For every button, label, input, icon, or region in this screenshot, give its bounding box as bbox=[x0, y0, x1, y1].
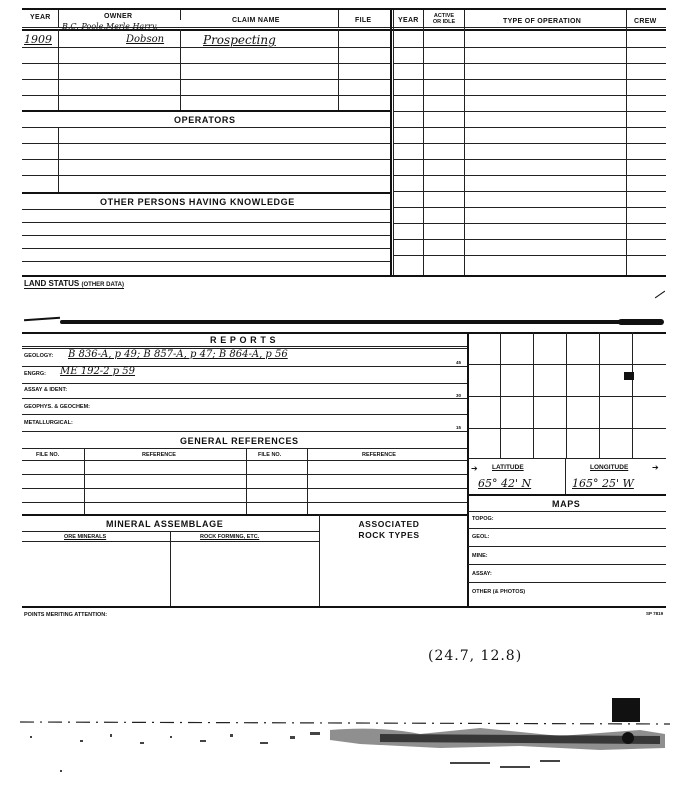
header-claim-name: CLAIM NAME bbox=[232, 17, 280, 24]
maps-assay: ASSAY: bbox=[472, 571, 492, 577]
longitude-label: LONGITUDE bbox=[590, 464, 629, 471]
rock-forming-label: ROCK FORMING, ETC. bbox=[200, 534, 260, 540]
entry-claim: Prospecting bbox=[203, 33, 276, 47]
header-year: YEAR bbox=[30, 14, 51, 21]
geology-number: 45 bbox=[456, 360, 462, 365]
metallurgical-number: 15 bbox=[456, 425, 462, 430]
header-type-of-operation: TYPE OF OPERATION bbox=[503, 18, 582, 25]
arrow-right-icon: ➔ bbox=[652, 463, 659, 472]
form-number: SP 7819 bbox=[646, 611, 664, 616]
maps-other: OTHER (& PHOTOS) bbox=[472, 589, 526, 595]
longitude-value: 165° 25' W bbox=[572, 477, 634, 490]
geophys-label: GEOPHYS. & GEOCHEM: bbox=[24, 404, 91, 410]
ore-minerals-label: ORE MINERALS bbox=[64, 534, 107, 540]
geology-label: GEOLOGY: bbox=[24, 353, 54, 359]
land-status-subtitle: (OTHER DATA) bbox=[81, 282, 124, 288]
header-year-2: YEAR bbox=[398, 17, 419, 24]
header-active-or-idle: ACTIVE OR IDLE bbox=[432, 13, 456, 25]
land-status-title: LAND STATUS bbox=[24, 279, 80, 288]
maps-mine: MINE: bbox=[472, 553, 488, 559]
entry-owner: B.C. Poole,Merle Harry, bbox=[62, 22, 158, 31]
points-meriting-attention: POINTS MERITING ATTENTION: bbox=[24, 612, 108, 618]
ref-file-no: FILE NO. bbox=[36, 452, 60, 458]
ref-reference-2: REFERENCE bbox=[362, 452, 396, 458]
entry-owner-line2: Dobson bbox=[126, 34, 165, 45]
land-status-label bbox=[24, 279, 124, 289]
latitude-value: 65° 42' N bbox=[478, 477, 532, 490]
entry-year: 1909 bbox=[24, 33, 52, 46]
geology-value: B 836-A, p 49; B 857-A, p 47; B 864-A, p 56 bbox=[68, 349, 288, 360]
ref-reference: REFERENCE bbox=[142, 452, 176, 458]
maps-heading: MAPS bbox=[552, 499, 581, 509]
location-marker-icon bbox=[624, 372, 634, 380]
assay-label: ASSAY & IDENT: bbox=[24, 387, 68, 393]
ref-file-no-2: FILE NO. bbox=[258, 452, 282, 458]
other-persons-heading: OTHER PERSONS HAVING KNOWLEDGE bbox=[100, 197, 295, 207]
latitude-label: LATITUDE bbox=[492, 464, 524, 471]
metallurgical-label: METALLURGICAL: bbox=[24, 420, 73, 426]
maps-geol: GEOL: bbox=[472, 534, 490, 540]
scan-noise-graphic bbox=[0, 690, 678, 790]
assay-number: 30 bbox=[456, 393, 462, 398]
operators-heading: OPERATORS bbox=[174, 115, 236, 125]
general-references-heading: GENERAL REFERENCES bbox=[180, 436, 299, 446]
engrg-label: ENGRG: bbox=[24, 371, 46, 377]
header-owner: OWNER bbox=[104, 13, 133, 20]
associated-rock-types-heading: ASSOCIATED ROCK TYPES bbox=[358, 519, 420, 540]
header-crew: CREW bbox=[634, 18, 657, 25]
reports-heading: R E P O R T S bbox=[210, 335, 277, 345]
mineral-assemblage-heading: MINERAL ASSEMBLAGE bbox=[106, 519, 224, 529]
maps-topog: TOPOG: bbox=[472, 516, 494, 522]
arrow-left-icon: ➔ bbox=[471, 464, 478, 473]
handwritten-coordinates: (24.7, 12.8) bbox=[428, 648, 523, 664]
engrg-value: ME 192-2 p 59 bbox=[60, 366, 136, 377]
header-file: FILE bbox=[355, 17, 372, 24]
